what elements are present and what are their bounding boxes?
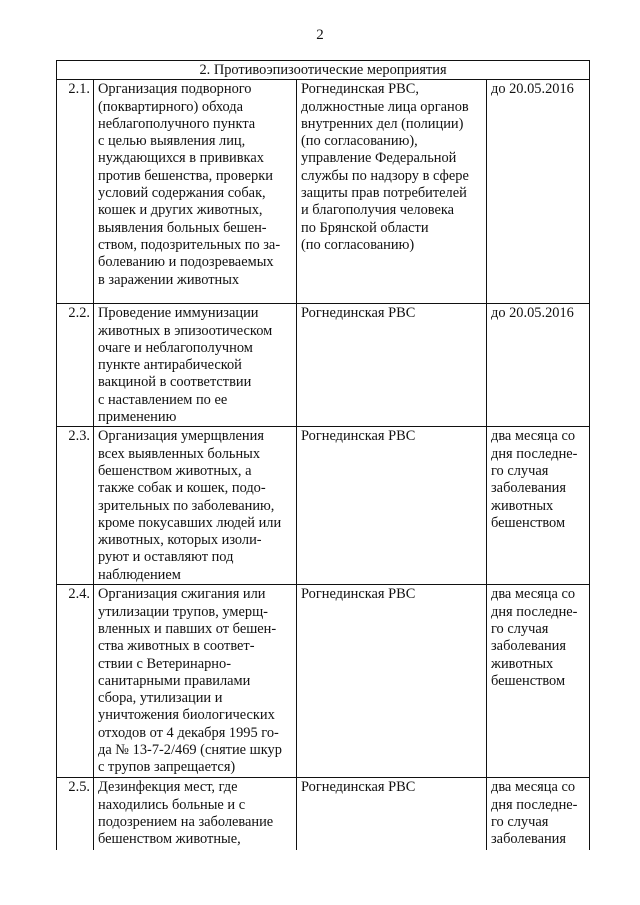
table-row bbox=[57, 80, 590, 304]
action-cell: Дезинфекция мест, где находились больные и с подозрением на заболевание бешенством животные, bbox=[94, 778, 297, 850]
section-title: 2. Противоэпизоотические мероприятия bbox=[57, 61, 590, 80]
row-number: 2.3. bbox=[57, 427, 94, 585]
responsible-cell: Рогнединская РВС bbox=[297, 304, 487, 427]
table-row bbox=[57, 304, 590, 427]
row-number: 2.2. bbox=[57, 304, 94, 427]
table-row bbox=[57, 778, 590, 850]
section-header-row bbox=[57, 61, 590, 80]
responsible-cell: Рогнединская РВС bbox=[297, 585, 487, 778]
action-cell: Организация сжигания или утилизации трупов, умерщ- вленных и павших от бешен- ства животных в соответ- ствии с Ветеринарно- санитарными правилами сбора, утилизации и уничтожения биологических отходов от 4 декабря 1995 го- да № 13-7-2/469 (снятие шкур с трупов запрещается) bbox=[94, 585, 297, 778]
action-cell: Организация подворного (поквартирного) обхода неблагополучного пункта с целью выявления лиц, нуждающихся в прививках против бешенства, проверки условий содержания собак, кошек и других животных, выявления больных бешен- ством, подозрительных по за- болеванию и подозреваемых в заражении животных bbox=[94, 80, 297, 304]
responsible-cell: Рогнединская РВС, должностные лица органов внутренних дел (полиции) (по согласованию), управление Федеральной службы по надзору в сфере защиты прав потребителей и благополучия человека по Брянской области (по согласованию) bbox=[297, 80, 487, 304]
responsible-cell: Рогнединская РВС bbox=[297, 778, 487, 850]
deadline-cell: два месяца со дня последне- го случая заболевания животных бешенством bbox=[487, 427, 590, 585]
page-number: 2 bbox=[316, 27, 324, 43]
action-cell: Организация умерщвления всех выявленных больных бешенством животных, а также собак и кошек, подо- зрительных по заболеванию, кроме покусавших людей или животных, которых изоли- руют и оставляют под наблюдением bbox=[94, 427, 297, 585]
deadline-cell: два месяца со дня последне- го случая заболевания bbox=[487, 778, 590, 850]
table-row bbox=[57, 427, 590, 585]
table-row bbox=[57, 585, 590, 778]
deadline-cell: до 20.05.2016 bbox=[487, 304, 590, 427]
deadline-cell: два месяца со дня последне- го случая заболевания животных бешенством bbox=[487, 585, 590, 778]
row-number: 2.4. bbox=[57, 585, 94, 778]
measures-table bbox=[56, 60, 590, 850]
deadline-cell: до 20.05.2016 bbox=[487, 80, 590, 304]
action-cell: Проведение иммунизации животных в эпизоотическом очаге и неблагополучном пункте антирабической вакциной в соответствии с наставлением по ее применению bbox=[94, 304, 297, 427]
row-number: 2.5. bbox=[57, 778, 94, 850]
responsible-cell: Рогнединская РВС bbox=[297, 427, 487, 585]
row-number: 2.1. bbox=[57, 80, 94, 304]
